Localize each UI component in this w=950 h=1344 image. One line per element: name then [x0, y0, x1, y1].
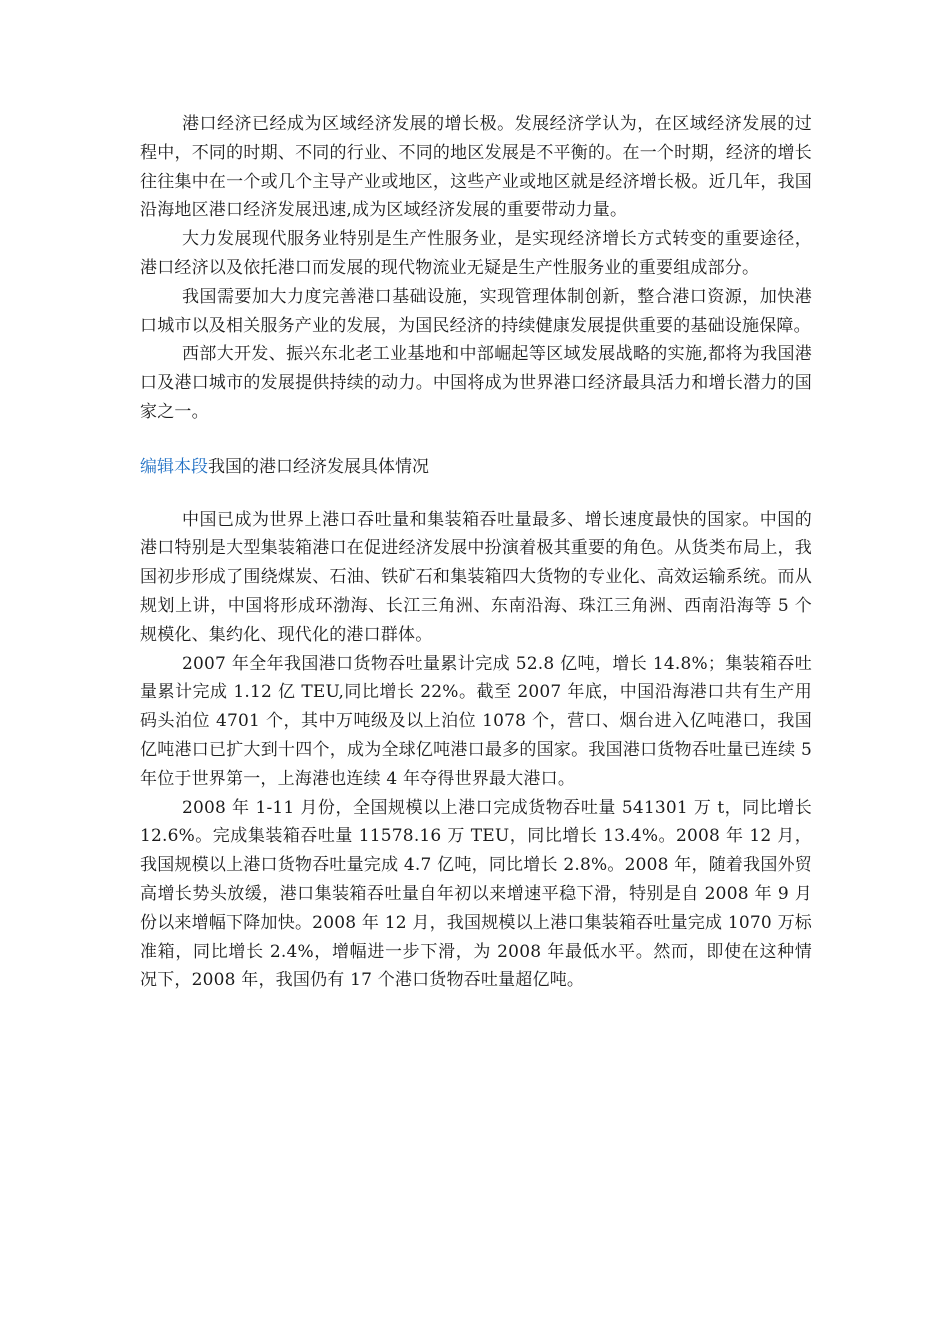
intro-paragraph-2: 大力发展现代服务业特别是生产性服务业，是实现经济增长方式转变的重要途径，港口经济以及依托港口而发展的现代物流业无疑是生产性服务业的重要组成部分。 — [140, 229, 812, 278]
intro-paragraph-4: 西部大开发、振兴东北老工业基地和中部崛起等区域发展战略的实施,都将为我国港口及港口城市的发展提供持续的动力。中国将成为世界港口经济最具活力和增长潜力的国家之一。 — [140, 344, 812, 422]
edit-section-link[interactable]: 编辑本段 — [140, 456, 208, 477]
document-page — [140, 110, 812, 995]
detail-paragraph-3: 2008 年 1-11 月份，全国规模以上港口完成货物吞吐量 541301 万 t，同比增长 12.6%。完成集装箱吞吐量 11578.16 万 TEU，同比增长 13.4%。2008 年 12 月，我国规模以上港口货物吞吐量完成 4.7 亿吨，同比增长 2.8%。2008 年，随着我国外贸高增长势头放缓，港口集装箱吞吐量自年初以来增速平稳下滑，特别是自 2008 年 9 月份以来增幅下降加快。2008 年 12 月，我国规模以上港口集装箱吞吐量完成 1070 万标准箱，同比增长 2.4%，增幅进一步下滑，为 2008 年最低水平。然而，即使在这种情况下，2008 年，我国仍有 17 个港口货物吞吐量超亿吨。 — [140, 797, 812, 991]
section-heading — [140, 427, 812, 506]
intro-paragraph-1: 港口经济已经成为区域经济发展的增长极。发展经济学认为，在区域经济发展的过程中，不同的时期、不同的行业、不同的地区发展是不平衡的。在一个时期，经济的增长往往集中在一个或几个主导产业或地区，这些产业或地区就是经济增长极。近几年，我国沿海地区港口经济发展迅速,成为区域经济发展的重要带动力量。 — [140, 114, 812, 221]
intro-paragraph-3: 我国需要加大力度完善港口基础设施，实现管理体制创新，整合港口资源，加快港口城市以及相关服务产业的发展，为国民经济的持续健康发展提供重要的基础设施保障。 — [140, 286, 812, 336]
detail-paragraph-2: 2007 年全年我国港口货物吞吐量累计完成 52.8 亿吨，增长 14.8%；集装箱吞吐量累计完成 1.12 亿 TEU,同比增长 22%。截至 2007 年底，中国沿海港口共有生产用码头泊位 4701 个，其中万吨级及以上泊位 1078 个，营口、烟台进入亿吨港口，我国亿吨港口已扩大到十四个，成为全球亿吨港口最多的国家。我国港口货物吞吐量已连续 5 年位于世界第一，上海港也连续 4 年夺得世界最大港口。 — [140, 653, 812, 789]
detail-paragraph-1: 中国已成为世界上港口吞吐量和集装箱吞吐量最多、增长速度最快的国家。中国的港口特别是大型集装箱港口在促进经济发展中扮演着极其重要的角色。从货类布局上，我国初步形成了围绕煤炭、石油、铁矿石和集装箱四大货物的专业化、高效运输系统。而从规划上讲，中国将形成环渤海、长江三角洲、东南沿海、珠江三角洲、西南沿海等 5 个规模化、集约化、现代化的港口群体。 — [140, 509, 812, 645]
section-title: 我国的港口经济发展具体情况 — [208, 456, 429, 477]
